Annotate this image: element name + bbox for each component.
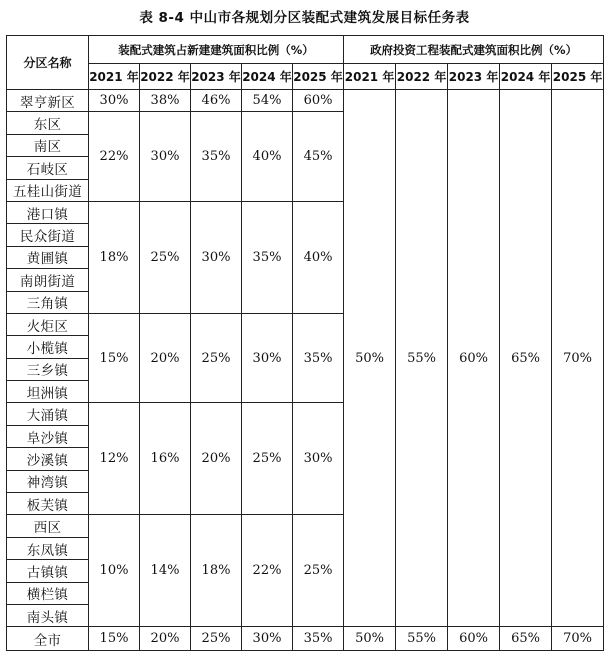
ratio-value: 20%	[191, 403, 242, 515]
district-name: 神湾镇	[7, 470, 89, 492]
government-ratio-value: 70%	[552, 90, 604, 627]
table-title: 表 8-4 中山市各规划分区装配式建筑发展目标任务表	[139, 10, 470, 26]
district-name: 火炬区	[7, 313, 89, 335]
ratio-value: 14%	[140, 515, 191, 627]
total-value: 35%	[293, 627, 344, 651]
ratio-value: 46%	[191, 90, 242, 112]
district-name: 翠亨新区	[7, 90, 89, 112]
ratio-value: 22%	[89, 112, 140, 202]
year-header: 2022 年	[396, 64, 448, 90]
ratio-value: 38%	[140, 90, 191, 112]
year-header: 2022 年	[140, 64, 191, 90]
table-body	[7, 90, 604, 627]
ratio-value: 18%	[89, 201, 140, 313]
total-value: 20%	[140, 627, 191, 651]
ratio-value: 54%	[242, 90, 293, 112]
ratio-value: 22%	[242, 515, 293, 627]
district-name: 三角镇	[7, 291, 89, 313]
district-name: 阜沙镇	[7, 425, 89, 447]
ratio-value: 15%	[89, 313, 140, 403]
government-ratio-value: 55%	[396, 90, 448, 627]
district-name: 三乡镇	[7, 358, 89, 380]
district-name: 五桂山街道	[7, 179, 89, 201]
government-ratio-value: 60%	[448, 90, 500, 627]
ratio-value: 25%	[140, 201, 191, 313]
district-name: 古镇镇	[7, 560, 89, 582]
total-value: 25%	[191, 627, 242, 651]
ratio-value: 10%	[89, 515, 140, 627]
district-name: 南区	[7, 134, 89, 156]
ratio-value: 16%	[140, 403, 191, 515]
district-name: 石岐区	[7, 157, 89, 179]
ratio-value: 40%	[242, 112, 293, 202]
district-name: 南朗街道	[7, 269, 89, 291]
header-row-years	[7, 64, 604, 90]
district-name: 东区	[7, 112, 89, 134]
total-government-value: 55%	[396, 627, 448, 651]
target-table	[6, 35, 604, 651]
district-name: 黄圃镇	[7, 246, 89, 268]
year-header: 2025 年	[552, 64, 604, 90]
year-header: 2023 年	[448, 64, 500, 90]
total-label: 全市	[7, 627, 89, 651]
government-ratio-value: 50%	[344, 90, 396, 627]
district-name: 小榄镇	[7, 336, 89, 358]
group-header-new-building: 装配式建筑占新建建筑面积比例（%）	[89, 36, 344, 64]
year-header: 2023 年	[191, 64, 242, 90]
ratio-value: 45%	[293, 112, 344, 202]
ratio-value: 35%	[191, 112, 242, 202]
government-ratio-value: 65%	[500, 90, 552, 627]
district-name: 港口镇	[7, 201, 89, 223]
total-government-value: 70%	[552, 627, 604, 651]
year-header: 2021 年	[89, 64, 140, 90]
district-name: 沙溪镇	[7, 448, 89, 470]
total-government-value: 50%	[344, 627, 396, 651]
ratio-value: 25%	[242, 403, 293, 515]
ratio-value: 30%	[293, 403, 344, 515]
ratio-value: 35%	[242, 201, 293, 313]
table-row	[7, 90, 604, 112]
district-name: 民众街道	[7, 224, 89, 246]
year-header: 2024 年	[242, 64, 293, 90]
ratio-value: 30%	[191, 201, 242, 313]
district-name: 坦洲镇	[7, 381, 89, 403]
header-row-groups	[7, 36, 604, 64]
total-value: 30%	[242, 627, 293, 651]
year-header: 2021 年	[344, 64, 396, 90]
district-name: 板芙镇	[7, 493, 89, 515]
district-name: 西区	[7, 515, 89, 537]
year-header: 2025 年	[293, 64, 344, 90]
district-name: 大涌镇	[7, 403, 89, 425]
total-government-value: 65%	[500, 627, 552, 651]
ratio-value: 12%	[89, 403, 140, 515]
total-value: 15%	[89, 627, 140, 651]
ratio-value: 35%	[293, 313, 344, 403]
ratio-value: 20%	[140, 313, 191, 403]
ratio-value: 30%	[242, 313, 293, 403]
ratio-value: 30%	[89, 90, 140, 112]
district-header: 分区名称	[7, 36, 89, 90]
ratio-value: 60%	[293, 90, 344, 112]
ratio-value: 25%	[191, 313, 242, 403]
ratio-value: 40%	[293, 201, 344, 313]
district-name: 东凤镇	[7, 537, 89, 559]
total-government-value: 60%	[448, 627, 500, 651]
year-header: 2024 年	[500, 64, 552, 90]
total-row	[7, 627, 604, 651]
ratio-value: 18%	[191, 515, 242, 627]
district-name: 南头镇	[7, 604, 89, 626]
ratio-value: 30%	[140, 112, 191, 202]
group-header-government: 政府投资工程装配式建筑面积比例（%）	[344, 36, 604, 64]
ratio-value: 25%	[293, 515, 344, 627]
district-name: 横栏镇	[7, 582, 89, 604]
